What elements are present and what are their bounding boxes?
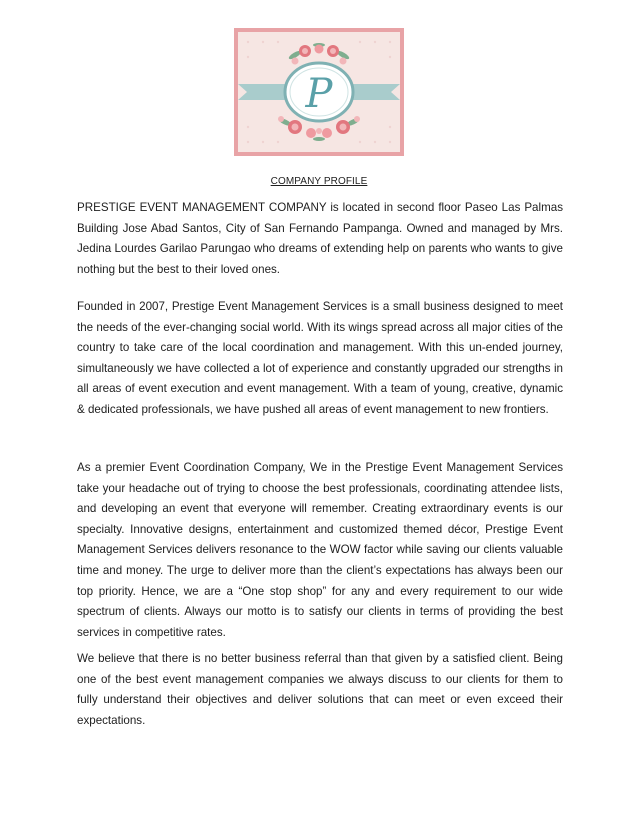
- page-title: COMPANY PROFILE: [270, 176, 368, 187]
- logo-graphic: [233, 27, 405, 157]
- logo-letter: P: [305, 71, 333, 117]
- paragraph-services: As a premier Event Coordination Company, We in the Prestige Event Management Services take your headache out of trying to choose the best professionals, coordinating attendee lists, and developing an event that everyone will remember. Creating extraordinary events is our specialty. Innovative designs, entertainment and customized themed décor, Prestige Event Management Services delivers resonance to the WOW factor while saving our clients valuable time and money. The urge to deliver more than the client’s expectations has always been our top priority. Hence, we are a “One stop shop” for any and every requirement to our wide spectrum of clients. Always our motto is to satisfy our clients in terms of providing the best services in competitive rates.: [77, 461, 563, 639]
- paragraph-history: Founded in 2007, Prestige Event Management Services is a small business designed to meet the needs of the ever-changing social world. With its wings spread across all major cities of the country to take care of the local coordination and management. With this un-ended journey, simultaneously we have collected a lot of experience and constantly upgraded our strengths in all areas of event execution and event management. With a team of young, creative, dynamic & dedicated professionals, we have pushed all areas of event management to new frontiers.: [77, 300, 563, 416]
- paragraph-intro: PRESTIGE EVENT MANAGEMENT COMPANY is located in second floor Paseo Las Palmas Building Jose Abad Santos, City of San Fernando Pampanga. Owned and managed by Mrs. Jedina Lourdes Garilao Parungao who dreams of extending help on parents who wants to give nothing but the best to their loved ones.: [77, 201, 563, 276]
- paragraph-referral: We believe that there is no better business referral than that given by a satisfied client. Being one of the best event management companies we always discuss to our clients for them to fully understand their objectives and deliver solutions that can meet or even exceed their expectations.: [77, 652, 563, 727]
- company-logo: [233, 27, 405, 157]
